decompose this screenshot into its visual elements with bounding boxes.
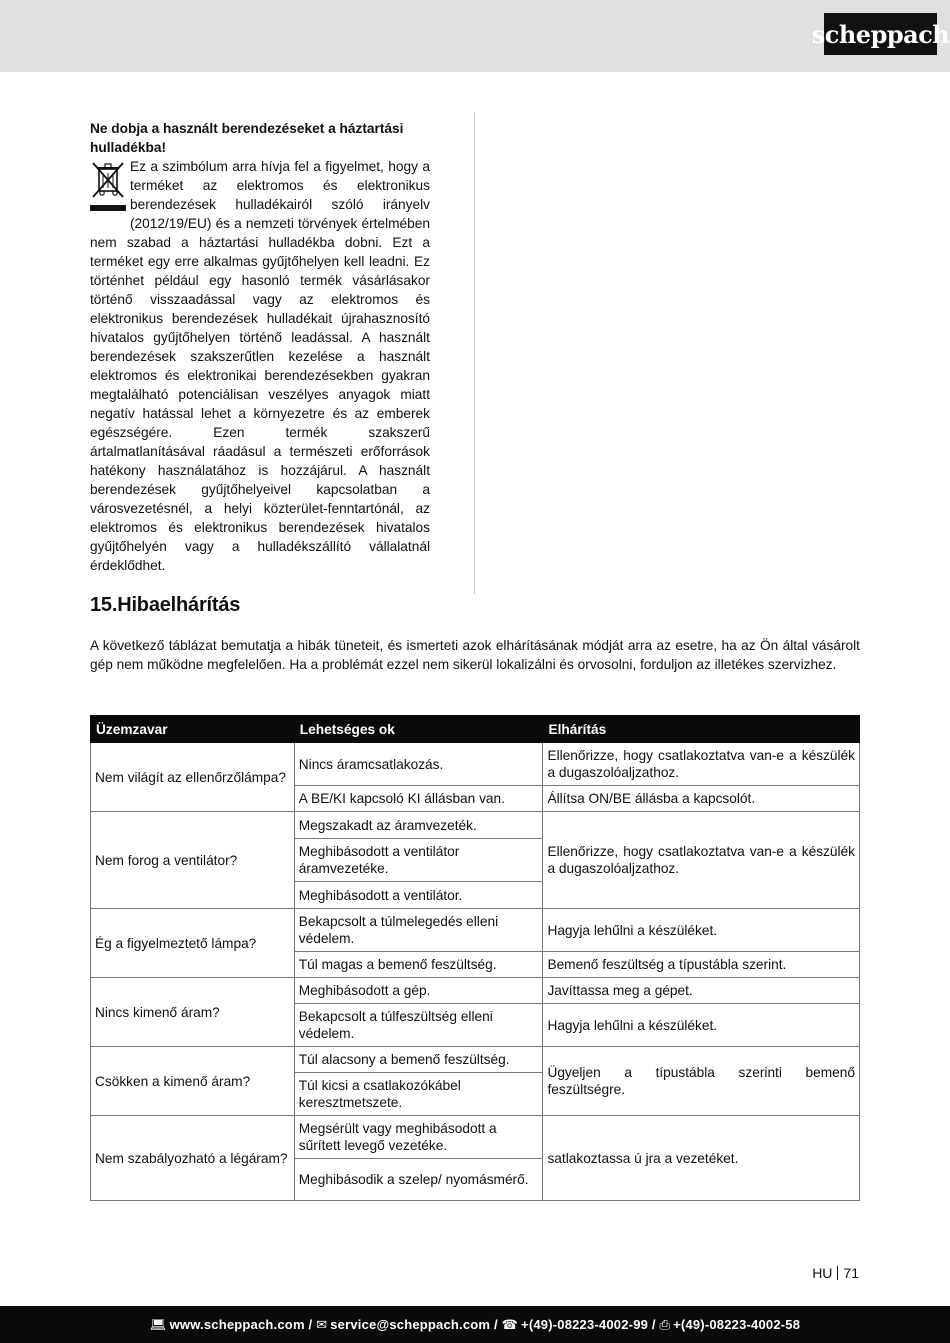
remedy-cell: Hagyja lehűlni a készüléket. xyxy=(543,909,860,952)
scheppach-logo xyxy=(811,13,950,55)
cause-cell: Bekapcsolt a túlmelegedés elleni védelem. xyxy=(294,909,543,952)
table-header-row xyxy=(91,716,860,743)
footer-contact-bar xyxy=(0,1306,950,1343)
cause-cell: Meghibásodik a szelep/ nyomásmérő. xyxy=(294,1159,543,1201)
section-heading xyxy=(90,594,240,617)
computer-icon: 💻︎ xyxy=(149,1316,167,1332)
footer-email[interactable]: service@scheppach.com / xyxy=(330,1317,498,1332)
cause-cell: Túl kicsi a csatlakozókábel keresztmetszete. xyxy=(294,1073,543,1116)
remedy-cell: Ellenőrizze, hogy csatlakoztatva van-e a készülék a dugaszolóaljzathoz. xyxy=(543,812,860,909)
cause-cell: Túl alacsony a bemenő feszültség. xyxy=(294,1047,543,1073)
page-number-value: 71 xyxy=(843,1265,859,1281)
footer-phone: +(49)-08223-4002-99 / xyxy=(521,1317,656,1332)
cause-cell: Túl magas a bemenő feszültség. xyxy=(294,952,543,978)
cause-cell: Nincs áramcsatlakozás. xyxy=(294,743,543,786)
section-number: 15. xyxy=(90,594,118,616)
section-title: Hibaelhárítás xyxy=(117,594,241,616)
remedy-cell: Javíttassa meg a gépet. xyxy=(543,978,860,1004)
footer-web[interactable]: www.scheppach.com / xyxy=(169,1317,313,1332)
fax-icon: ⎙ xyxy=(659,1316,671,1332)
footer-fax: +(49)-08223-4002-58 xyxy=(673,1317,801,1332)
page-number xyxy=(812,1265,859,1281)
table-row xyxy=(91,1116,860,1159)
table-row xyxy=(91,812,860,839)
cause-cell: A BE/KI kapcsoló KI állásban van. xyxy=(294,786,543,812)
page-language: HU xyxy=(812,1265,833,1281)
remedy-cell: Ügyeljen a típustábla szerinti bemenő feszültségre. xyxy=(543,1047,860,1116)
remedy-cell: Állítsa ON/BE állásba a kapcsolót. xyxy=(543,786,860,812)
header-fault: Üzemzavar xyxy=(91,716,295,743)
cause-cell: Meghibásodott a gép. xyxy=(294,978,543,1004)
table-row xyxy=(91,909,860,952)
table-row xyxy=(91,743,860,786)
remedy-cell: Hagyja lehűlni a készüléket. xyxy=(543,1004,860,1047)
cause-cell: Meghibásodott a ventilátor. xyxy=(294,882,543,909)
remedy-cell: satlakoztassa ú jra a vezetéket. xyxy=(543,1116,860,1201)
table-row xyxy=(91,1047,860,1073)
header-band xyxy=(0,0,950,72)
remedy-cell: Bemenő feszültség a típustábla szerint. xyxy=(543,952,860,978)
fault-cell: Nem világít az ellenőrzőlámpa? xyxy=(91,743,295,812)
phone-icon: ☎ xyxy=(501,1316,519,1332)
page-number-separator xyxy=(837,1266,838,1280)
cause-cell: Bekapcsolt a túlfeszültség elleni védelem. xyxy=(294,1004,543,1047)
disposal-title: Ne dobja a használt berendezéseket a háztartási hulladékba! xyxy=(90,121,404,155)
section-intro: A következő táblázat bemutatja a hibák tüneteit, és ismerteti azok elhárításának módját arra az esetre, ha az Ön által vásárolt gép nem működne megfelelően. Ha a problémát ezzel nem sikerül lokalizálni és orvosolni, forduljon az illetékes szervizhez. xyxy=(90,638,860,672)
fault-cell: Nincs kimenő áram? xyxy=(91,978,295,1047)
fault-cell: Nem forog a ventilátor? xyxy=(91,812,295,909)
column-divider xyxy=(474,112,475,594)
cause-cell: Megsérült vagy meghibásodott a sűrített levegő vezetéke. xyxy=(294,1116,543,1159)
fault-cell: Nem szabályozható a légáram? xyxy=(91,1116,295,1201)
disposal-body: Ez a szimbólum arra hívja fel a figyelmet, hogy a terméket az elektromos és elektronikus berendezések hulladékairól szóló irányelv (2012/19/EU) és a nemzeti törvények értelmében nem szabad a háztartási hulladékba dobni. Ezt a terméket egy erre alkalmas gyűjtőhelyen kell leadni. Ez történhet például egy hasonló termék vásárlásakor történő visszaadással vagy az elektromos és elektronikus berendezések hulladékait újrahasznosító hivatalos gyűjtőhelyen történő leadással. A használt berendezések szakszerűtlen kezelése a használt elektromos és elektronikai berendezésekben gyakran megtalálható potenciálisan veszélyes anyagok miatt negatív hatással lehet a környezetre és az emberek egészségére. Ezen termék szakszerű ártalmatlanításával ráadásul a természeti erőforrások hatékony használatához is hozzájárul. A használt berendezések gyűjtőhelyeivel kapcsolatban a városvezetésnél, a helyi közterület-fenntartónál, az elektromos és elektronikus berendezések hivatalos gyűjtőhelyén vagy a hulladékszállító vállalatnál érdeklődhet. xyxy=(90,159,430,573)
header-remedy: Elhárítás xyxy=(543,716,860,743)
mail-icon: ✉ xyxy=(316,1316,328,1332)
cause-cell: Megszakadt az áramvezeték. xyxy=(294,812,543,839)
fault-cell: Ég a figyelmeztető lámpa? xyxy=(91,909,295,978)
troubleshooting-table xyxy=(90,715,860,1201)
cause-cell: Meghibásodott a ventilátor áramvezetéke. xyxy=(294,839,543,882)
table-row xyxy=(91,978,860,1004)
crossed-out-wheelie-bin-icon xyxy=(90,159,126,215)
fault-cell: Csökken a kimenő áram? xyxy=(91,1047,295,1116)
disposal-notice xyxy=(90,119,430,575)
remedy-cell: Ellenőrizze, hogy csatlakoztatva van-e a készülék a dugaszolóaljzathoz. xyxy=(543,743,860,786)
logo-text: scheppach xyxy=(811,19,950,49)
header-cause: Lehetséges ok xyxy=(294,716,543,743)
